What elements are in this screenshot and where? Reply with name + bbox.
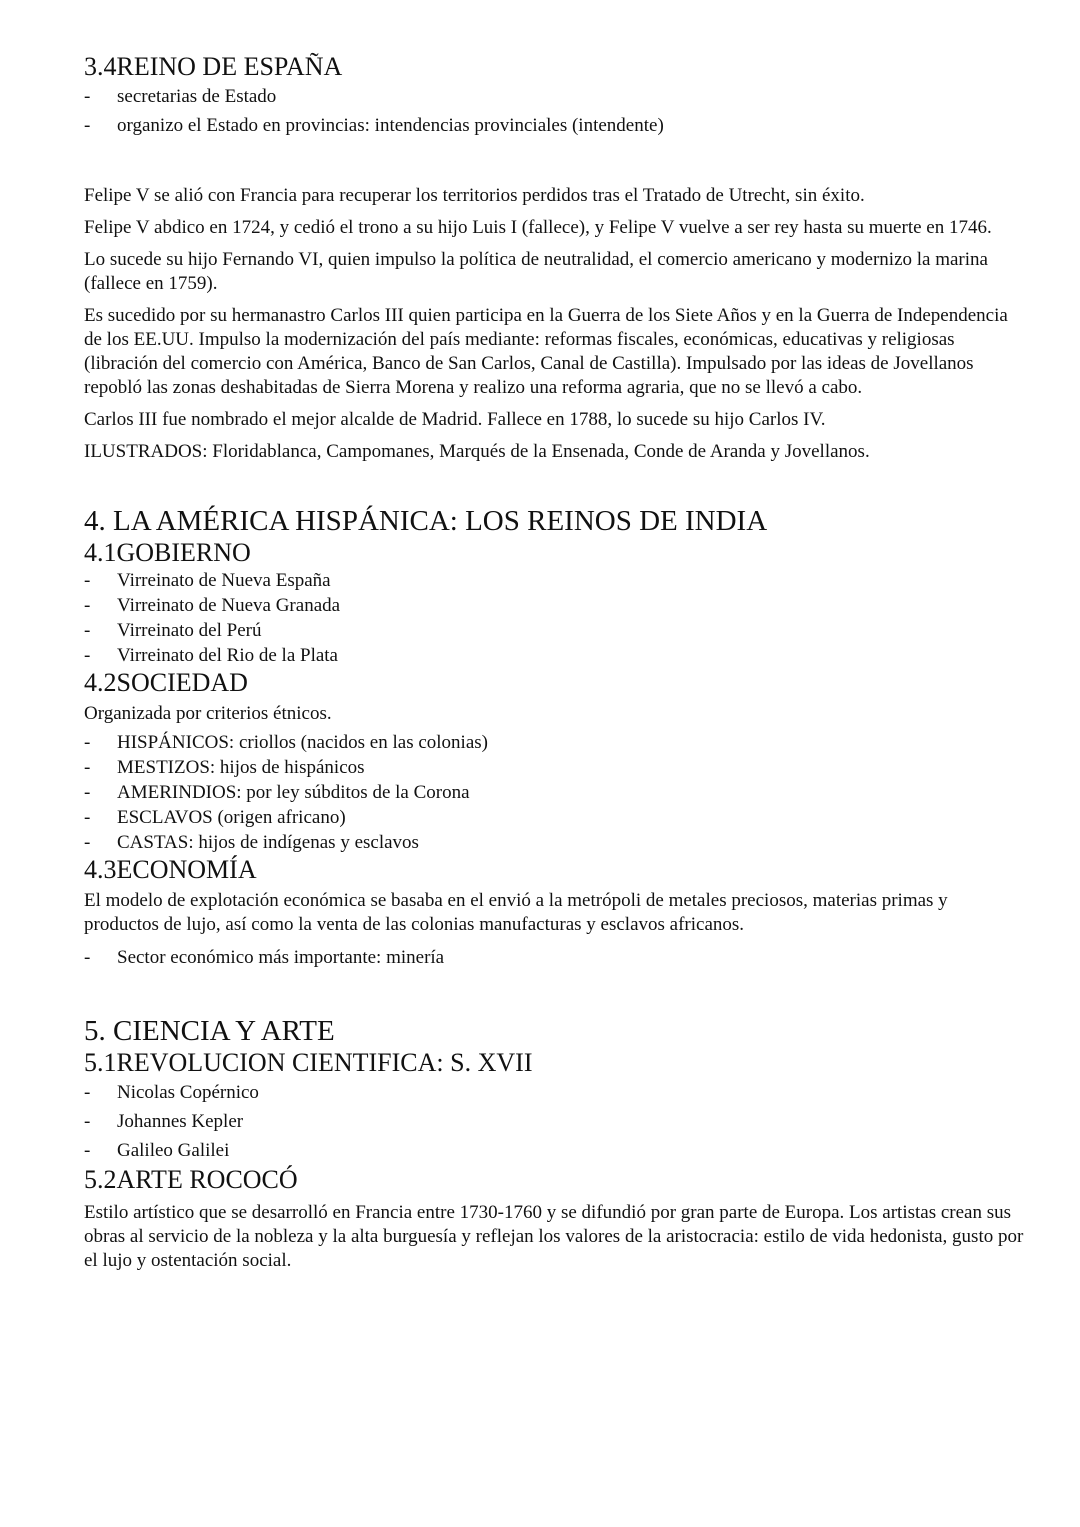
list-item: - MESTIZOS: hijos de hispánicos xyxy=(84,755,1024,780)
paragraph: ILUSTRADOS: Floridablanca, Campomanes, Marqués de la Ensenada, Conde de Aranda y Jovellanos. xyxy=(84,441,870,462)
heading-5-1: 5.1REVOLUCION CIENTIFICA: S. XVII xyxy=(84,1048,533,1077)
document-page xyxy=(84,52,1024,1273)
list-item: - Virreinato de Nueva España xyxy=(84,568,1024,593)
list-item: - Sector económico más importante: minería xyxy=(84,945,1024,970)
list-item: - Virreinato de Nueva Granada xyxy=(84,593,1024,618)
paragraph: Organizada por criterios étnicos. xyxy=(84,703,332,724)
heading-4-2: 4.2SOCIEDAD xyxy=(84,668,248,697)
paragraph: Es sucedido por su hermanastro Carlos III quien participa en la Guerra de los Siete Años y en la Guerra de Independencia de los EE.UU. Impulso la modernización del país mediante: reformas fiscales, económicas, educativas y religiosas (libración del comercio con América, Banco de San Carlos, Canal de Castilla). Impulsado por las ideas de Jovellanos repobló las zonas deshabitadas de Sierra Morena y realizo una reforma agraria, que no se llevó a cabo. xyxy=(84,305,1008,398)
paragraph: El modelo de explotación económica se basaba en el envió a la metrópoli de metales preciosos, materias primas y productos de lujo, así como la venta de las colonias manufacturas y esclavos africanos. xyxy=(84,890,948,935)
list-item: - CASTAS: hijos de indígenas y esclavos xyxy=(84,830,1024,855)
heading-4-1: 4.1GOBIERNO xyxy=(84,538,251,567)
list-item: - Johannes Kepler xyxy=(84,1107,1024,1136)
paragraph: Felipe V abdico en 1724, y cedió el trono a su hijo Luis I (fallece), y Felipe V vuelve a ser rey hasta su muerte en 1746. xyxy=(84,217,992,238)
heading-4-3: 4.3ECONOMÍA xyxy=(84,855,257,884)
list-item: - HISPÁNICOS: criollos (nacidos en las colonias) xyxy=(84,730,1024,755)
paragraph: Lo sucede su hijo Fernando VI, quien impulso la política de neutralidad, el comercio americano y modernizo la marina (fallece en 1759). xyxy=(84,249,988,294)
paragraph: Carlos III fue nombrado el mejor alcalde de Madrid. Fallece en 1788, lo sucede su hijo Carlos IV. xyxy=(84,409,826,430)
list-item: - Galileo Galilei xyxy=(84,1136,1024,1165)
list-4-3 xyxy=(84,945,1024,970)
list-4-1 xyxy=(84,568,1024,668)
list-5-1 xyxy=(84,1078,1024,1165)
heading-3-4: 3.4REINO DE ESPAÑA xyxy=(84,52,343,81)
list-item: - Virreinato del Perú xyxy=(84,618,1024,643)
list-item: - secretarias de Estado xyxy=(84,82,1024,111)
list-3-4 xyxy=(84,82,1024,140)
heading-5: 5. CIENCIA Y ARTE xyxy=(84,1015,335,1047)
paragraph: Estilo artístico que se desarrolló en Francia entre 1730-1760 y se difundió por gran parte de Europa. Los artistas crean sus obras al servicio de la nobleza y la alta burguesía y reflejan los valores de la aristocracia: estilo de vida hedonista, gusto por el lujo y ostentación social. xyxy=(84,1202,1024,1271)
list-4-2 xyxy=(84,730,1024,855)
paragraph: Felipe V se alió con Francia para recuperar los territorios perdidos tras el Tratado de Utrecht, sin éxito. xyxy=(84,185,865,206)
list-item: - Virreinato del Rio de la Plata xyxy=(84,643,1024,668)
list-item: - Nicolas Copérnico xyxy=(84,1078,1024,1107)
heading-5-2: 5.2ARTE ROCOCÓ xyxy=(84,1165,298,1194)
list-item: - organizo el Estado en provincias: intendencias provinciales (intendente) xyxy=(84,111,1024,140)
list-item: - ESCLAVOS (origen africano) xyxy=(84,805,1024,830)
heading-4: 4. LA AMÉRICA HISPÁNICA: LOS REINOS DE INDIA xyxy=(84,505,768,537)
list-item: - AMERINDIOS: por ley súbditos de la Corona xyxy=(84,780,1024,805)
